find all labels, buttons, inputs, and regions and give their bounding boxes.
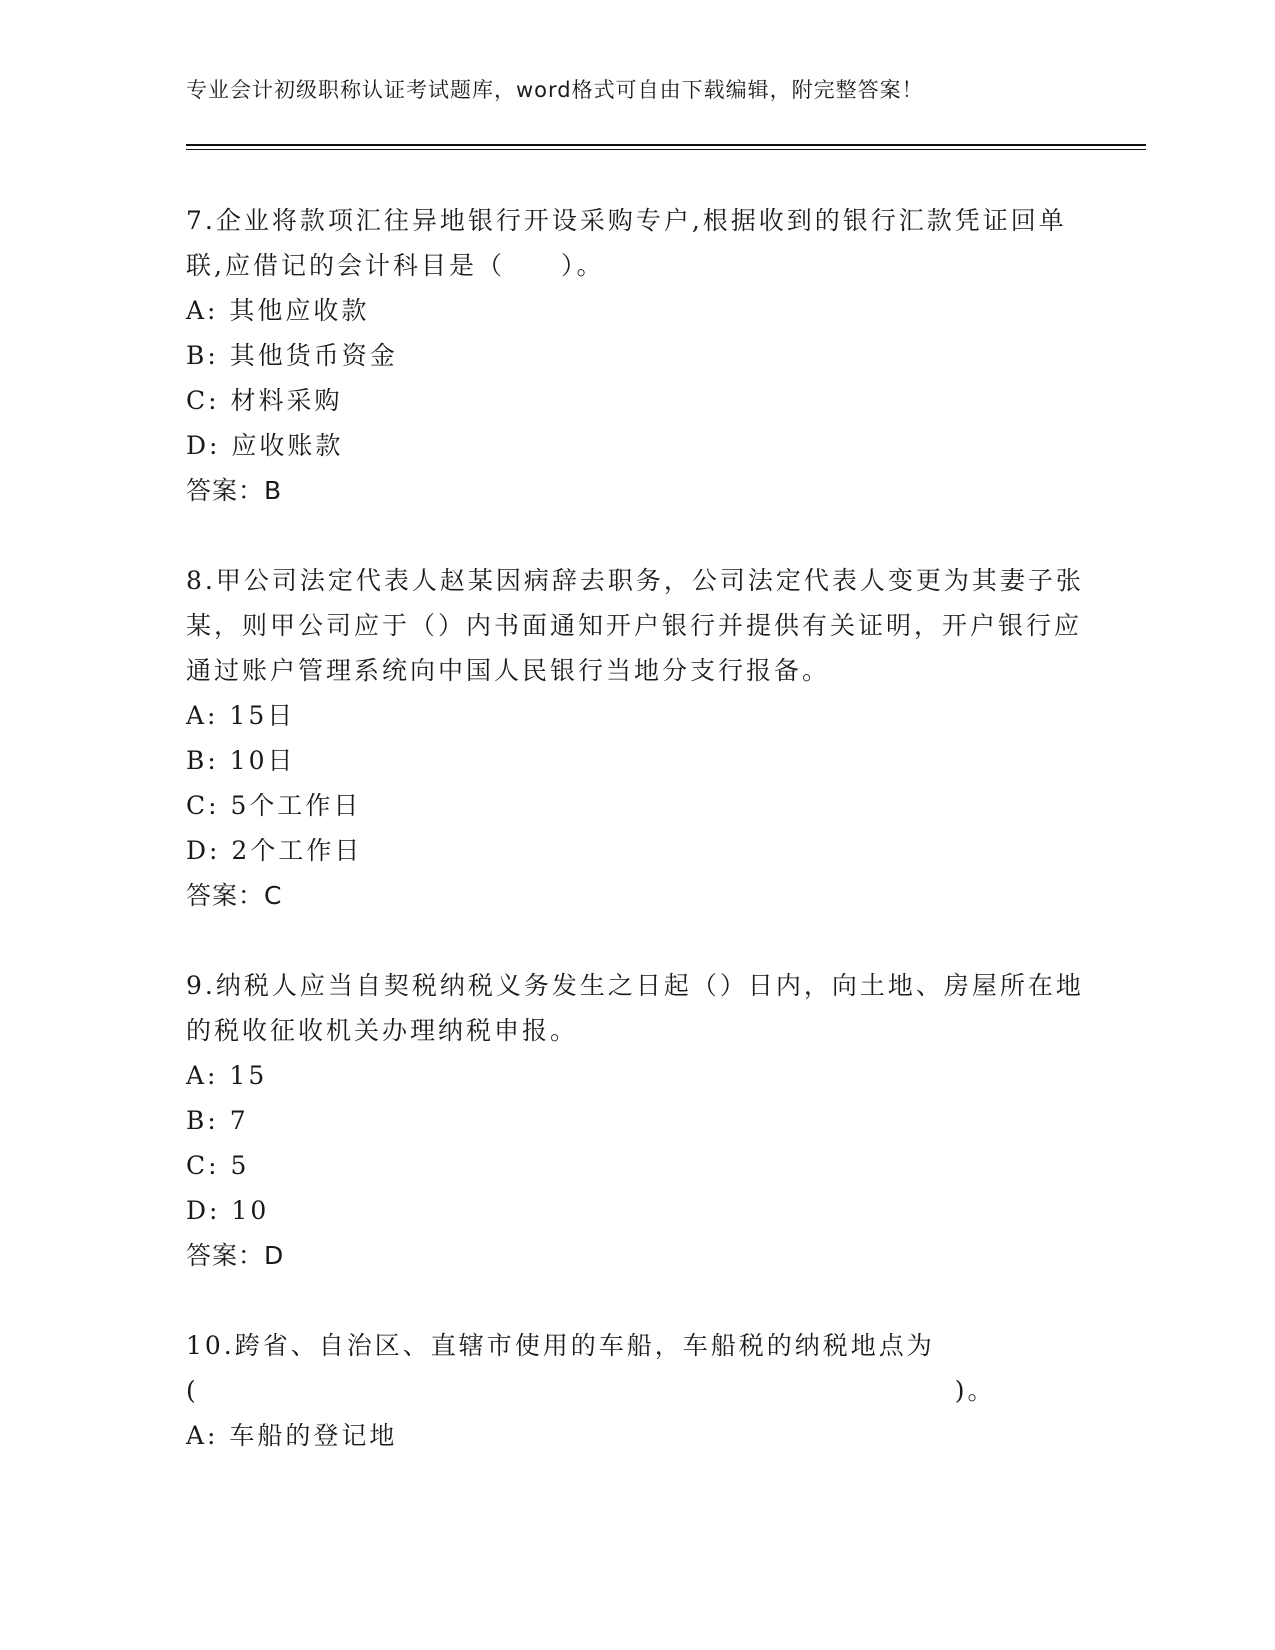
option-b: B: 7 — [186, 1106, 249, 1135]
question-8 — [186, 558, 1086, 918]
question-text: 8.甲公司法定代表人赵某因病辞去职务，公司法定代表人变更为其妻子张某，则甲公司应于（）内书面通知开户银行并提供有关证明，开户银行应通过账户管理系统向中国人民银行当地分支行报备。 — [186, 566, 1084, 685]
option-c: C: 5个工作日 — [186, 791, 362, 820]
question-9 — [186, 963, 1086, 1278]
page-header-title: 专业会计初级职称认证考试题库，word格式可自由下载编辑，附完整答案！ — [186, 78, 924, 102]
question-10 — [186, 1323, 1086, 1458]
option-d: D: 应收账款 — [186, 431, 344, 460]
option-b: B: 其他货币资金 — [186, 341, 398, 370]
option-d: D: 2个工作日 — [186, 836, 363, 865]
option-a: A: 15 — [186, 1061, 268, 1090]
option-c: C: 材料采购 — [186, 386, 343, 415]
option-c: C: 5 — [186, 1151, 250, 1180]
option-a: A: 车船的登记地 — [186, 1421, 398, 1450]
header-divider-thick — [186, 144, 1146, 146]
question-7 — [186, 198, 1086, 513]
question-list — [186, 198, 1086, 1503]
answer-line: 答案：B — [186, 476, 283, 505]
answer-line: 答案：D — [186, 1241, 285, 1270]
option-a: A: 15日 — [186, 701, 296, 730]
answer-line: 答案：C — [186, 881, 283, 910]
question-text: 10.跨省、自治区、直辖市使用的车船，车船税的纳税地点为( )。 — [186, 1331, 996, 1405]
option-a: A: 其他应收款 — [186, 296, 370, 325]
option-b: B: 10日 — [186, 746, 296, 775]
header-divider-thin — [186, 149, 1146, 150]
question-text: 9.纳税人应当自契税纳税义务发生之日起（）日内，向土地、房屋所在地的税收征收机关办理纳税申报。 — [186, 971, 1084, 1045]
option-d: D: 10 — [186, 1196, 270, 1225]
question-text: 7.企业将款项汇往异地银行开设采购专户,根据收到的银行汇款凭证回单联,应借记的会计科目是（ ）。 — [186, 206, 1067, 280]
